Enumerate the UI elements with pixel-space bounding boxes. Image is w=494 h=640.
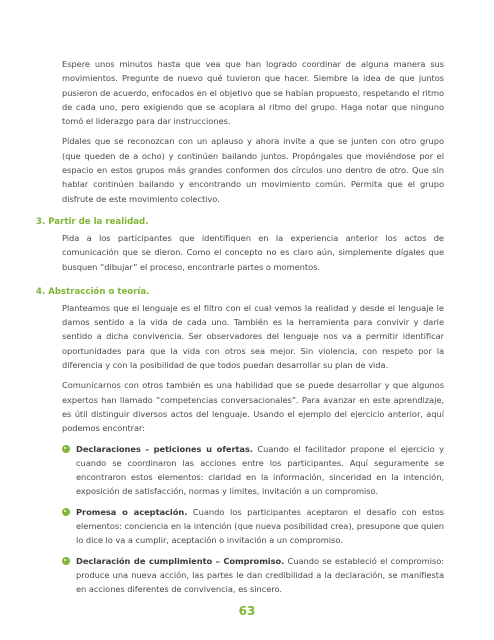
bullet-arrow-icon [62,508,70,516]
section-4-paragraph-2: Comunicarnos con otros también es una habilidad que se puede desarrollar y que algunos expertos han llamado “competencias conversacionales”. Para avanzar en este aprendizaje, es útil distinguir diversos actos del lenguaje. Usando el ejemplo del ejercicio anterior, aquí podemos encontrar: [62,380,444,434]
bullet-text: Cuando el facilitador propone el ejercicio y cuando se coordinaron las acciones entre los participantes. Aquí seguramente se encontraron estos elementos: claridad en la información, sinceridad en la intención, exposición de satisfacción, normas y límites, invitación a un compromiso. [76,443,444,497]
section-4-heading: 4. Abstracción o teoría. [36,286,150,297]
intro-paragraph-2: Pídales que se reconozcan con un aplauso y ahora invite a que se junten con otro grupo (que queden de a ocho) y continúen bailando juntos. Propóngales que moviéndose por el espacio en estos grupos más grandes conformen dos círculos uno dentro de otro. Que sin hablar continúen bailando y encontrando un movimiento común. Permita que el grupo disfrute de este movimiento colectivo. [62,136,444,204]
bullet-term: Promesa o aceptación. [76,506,188,517]
bullet-term: Declaración de cumplimiento – Compromiso. [76,555,285,566]
section-3-heading: 3. Partir de la realidad. [36,216,149,227]
bullet-item-cumplimiento [62,554,444,597]
bullet-item-promesa [62,505,444,548]
bullet-item-declaraciones [62,442,444,499]
bullet-text: Cuando se estableció el compromiso: produce una nueva acción, las partes le dan credibilidad a la declaración, se manifiesta en acciones diferentes de convivencia, es sincero. [76,555,445,595]
bullet-arrow-icon [62,557,70,565]
section-4-paragraph-1: Planteamos que el lenguaje es el filtro con el cual vemos la realidad y desde el lenguaje le damos sentido a la vida de cada uno. También es la herramienta para convivir y darle sentido a dicha convivencia. Ser observadores del lenguaje nos va a permitir identificar oportunidades para que la vida con otros sea mejor. Sin violencia, con respeto por la diferencia y con la posibilidad de que todos puedan desarrollar su plan de vida. [62,302,444,371]
page-number: 63 [238,604,256,618]
section-3-paragraph: Pida a los participantes que identifiquen en la experiencia anterior los actos de comunicación que se dieron. Como el concepto no es claro aún, simplemente dígales que busquen “dibujar” el proceso, encontrarle partes o momentos. [62,232,444,272]
bullet-text: Cuando los participantes aceptaron el desafío con estos elementos: conciencia en la intención (que nueva posibilidad crea), presupone que quien lo dice lo va a cumplir, aceptación o invitación a un compromiso. [76,506,445,546]
page-content [36,57,445,603]
bullet-term: Declaraciones - peticiones u ofertas. [76,443,253,454]
intro-paragraph-1: Espere unos minutos hasta que vea que han logrado coordinar de alguna manera sus movimientos. Pregunte de nuevo qué tuvieron que hacer. Siembre la idea de que juntos pusieron de acuerdo, enfocados en el objetivo que se habían propuesto, respetando el ritmo de cada uno, pero exigiendo que se acoplara al ritmo del grupo. Haga notar que ninguno tomó el liderazgo para dar instrucciones. [62,59,444,127]
bullet-arrow-icon [62,445,70,453]
